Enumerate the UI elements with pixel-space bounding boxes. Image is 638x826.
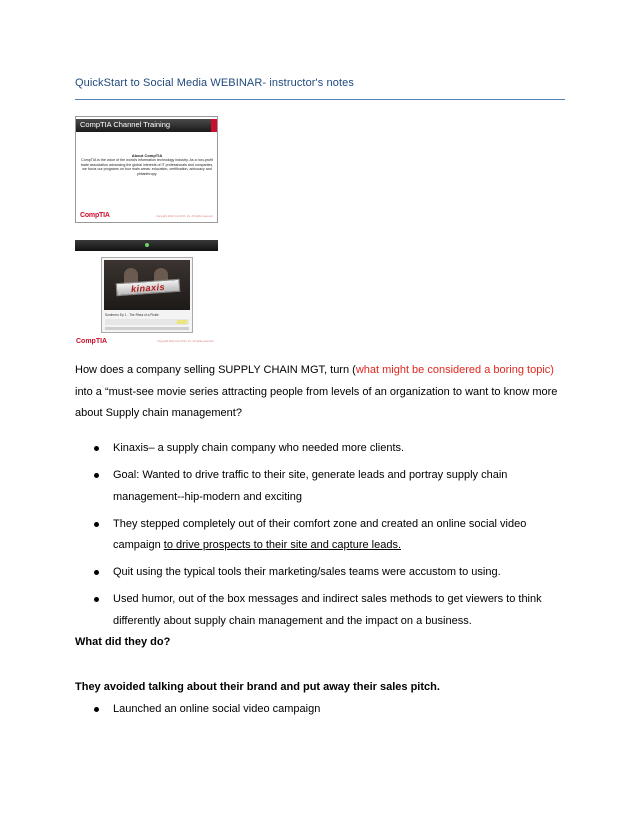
- bullet-icon: [94, 707, 99, 712]
- video-player: [104, 260, 190, 310]
- bullet-icon: [94, 473, 99, 478]
- bullet-icon: [94, 597, 99, 602]
- bullet-icon: [94, 570, 99, 575]
- slide-footer: Copyright 2012 CompTIA, Inc. All rights reserved.: [156, 215, 213, 218]
- slide-thumbnail-video: [75, 240, 218, 346]
- video-caption: Sombrero Ep 1 - The Rhea of a Pickle: [105, 313, 159, 317]
- intro-text-2: into a “must-see movie series attracting people from levels of an organization to want to know more about Supply chain management?: [75, 385, 558, 419]
- video-controls-bar: [105, 327, 189, 330]
- list-item: [92, 438, 572, 460]
- slide-footer: Copyright 2012 CompTIA, Inc. All rights reserved.: [157, 340, 214, 343]
- video-highlight-badge: [177, 320, 187, 324]
- intro-text-1: How does a company selling SUPPLY CHAIN MGT, turn (: [75, 364, 356, 376]
- video-info-bar: [105, 319, 189, 325]
- slide-body: [80, 154, 214, 176]
- list-item: [92, 589, 572, 632]
- slide-header-bar: [76, 119, 217, 132]
- section-heading: What did they do?: [75, 636, 171, 648]
- slide-thumbnail-about: [75, 116, 218, 223]
- slide-about-title: About CompTIA: [131, 153, 163, 158]
- list-item-text: Launched an online social video campaign: [113, 703, 321, 715]
- slide-header-accent: [211, 119, 217, 132]
- list-item-text: Used humor, out of the box messages and indirect sales methods to get viewers to think differently about supply chain management and the impact on a business.: [113, 593, 542, 627]
- bullet-icon: [94, 446, 99, 451]
- kinaxis-logo-text: kinaxis: [130, 281, 166, 295]
- list-item-text: They stepped completely out of their comfort zone and created an online social video campaign: [113, 517, 527, 551]
- status-dot-icon: [145, 243, 149, 247]
- list-item-text: Kinaxis– a supply chain company who needed more clients.: [113, 442, 405, 454]
- intro-paragraph: [75, 360, 567, 425]
- bullet-list: [92, 699, 572, 721]
- list-item-text: Quit using the typical tools their marketing/sales teams were accustom to using.: [113, 566, 501, 578]
- slide-header-bar: [75, 240, 218, 251]
- comptia-logo: CompTIA: [76, 338, 108, 345]
- list-item: [92, 514, 572, 557]
- document-title: QuickStart to Social Media WEBINAR- instructor's notes: [75, 77, 354, 89]
- slide-header-text: CompTIA Channel Training: [80, 120, 171, 129]
- intro-highlight: what might be considered a boring topic): [355, 364, 554, 376]
- list-item-underlined-text: to drive prospects to their site and capture leads.: [163, 539, 402, 551]
- title-divider: [75, 99, 565, 100]
- video-screenshot: [101, 257, 193, 333]
- comptia-logo: CompTIA: [80, 212, 110, 219]
- slide-about-text: CompTIA is the voice of the world's information technology industry. As a non-profit trade association advancing the global interests of IT professionals and companies, we focus our programs on four main areas: education, certification, advocacy and philanthropy.: [80, 158, 214, 176]
- list-item: [92, 562, 572, 584]
- list-item: [92, 465, 572, 508]
- list-item: [92, 699, 572, 721]
- section-heading: They avoided talking about their brand and put away their sales pitch.: [75, 681, 440, 693]
- list-item-text: Goal: Wanted to drive traffic to their site, generate leads and portray supply chain management--hip-modern and exciting: [113, 469, 508, 503]
- bullet-icon: [94, 522, 99, 527]
- bullet-list: [92, 438, 572, 638]
